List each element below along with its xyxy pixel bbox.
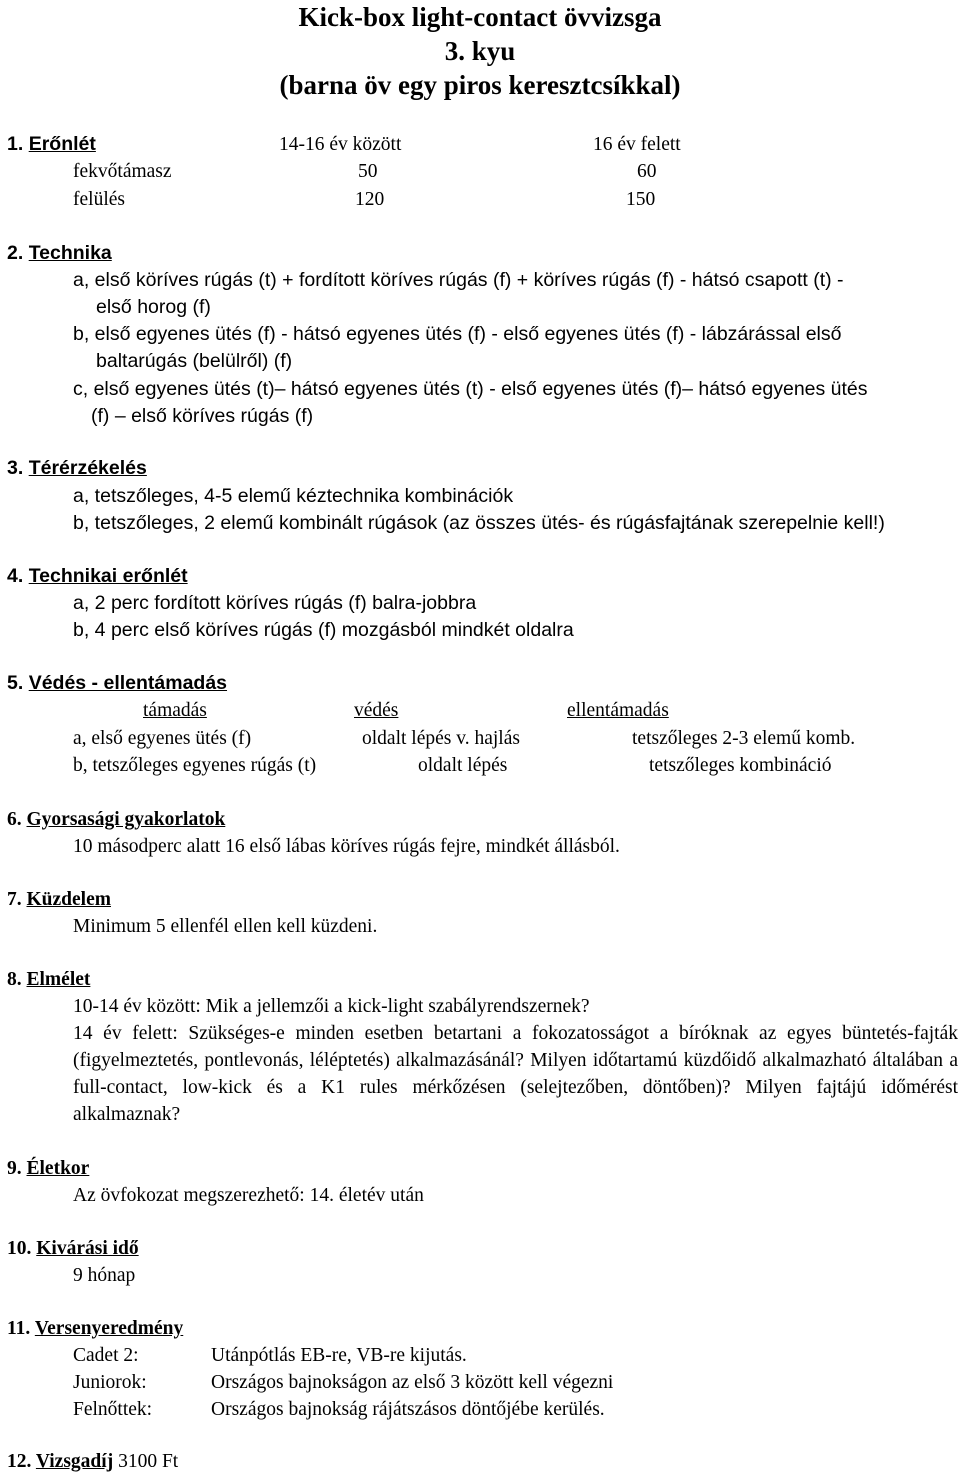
technique-a-line2: első horog (f) [96, 296, 211, 318]
section-label: Védés - ellentámadás [28, 672, 228, 694]
section-number: 7. [7, 889, 22, 910]
exercise-value-b: 150 [626, 189, 656, 210]
technique-b-line1: b, első egyenes ütés (f) - hátsó egyenes ütés (f) - első egyenes ütés (f) - lábzárással első [73, 323, 842, 345]
competition-requirement: Országos bajnokságon az első 3 között kell végezni [211, 1372, 614, 1393]
column-header-defense: védés [354, 700, 399, 721]
competition-category: Cadet 2: [73, 1345, 139, 1366]
section-label: Térérzékelés [28, 457, 147, 479]
section-5-heading [7, 670, 227, 697]
section-12-heading [7, 1448, 178, 1475]
competition-requirement: Országos bajnokság rájátszásos döntőjébe kerülés. [211, 1399, 605, 1420]
section-label: Vizsgadíj [35, 1451, 114, 1472]
section-number: 9. [7, 1158, 22, 1179]
age-requirement-text: Az övfokozat megszerezhető: 14. életév után [73, 1185, 424, 1206]
page-subtitle-belt: (barna öv egy piros keresztcsíkkal) [279, 70, 681, 100]
section-number: 2. [7, 242, 24, 264]
technique-b-line2: baltarúgás (belülről) (f) [96, 350, 293, 372]
technique-c-line2: (f) – első köríves rúgás (f) [91, 405, 314, 427]
exam-fee-value: 3100 Ft [118, 1451, 179, 1472]
competition-requirement: Utánpótlás EB-re, VB-re kijutás. [211, 1345, 467, 1366]
spatial-a: a, tetszőleges, 4-5 elemű kéztechnika kombinációk [73, 485, 514, 507]
section-number: 4. [7, 565, 24, 587]
section-4-heading [7, 563, 188, 590]
section-number: 8. [7, 969, 22, 990]
section-6-heading [7, 806, 225, 833]
competition-category: Felnőttek: [73, 1399, 153, 1420]
column-header-age-14-16: 14-16 év között [279, 134, 402, 155]
exercise-value-a: 50 [358, 161, 378, 182]
competition-category: Juniorok: [73, 1372, 147, 1393]
defense-cell: oldalt lépés v. hajlás [362, 728, 520, 749]
technique-a-line1: a, első köríves rúgás (t) + fordított köríves rúgás (f) + köríves rúgás (f) - hátsó csapott (t) - [73, 269, 844, 291]
exercise-value-a: 120 [355, 189, 385, 210]
page-title: Kick-box light-contact övvizsga [298, 2, 662, 32]
technical-endurance-a: a, 2 perc fordított köríves rúgás (f) balra-jobbra [73, 592, 477, 614]
column-header-counter: ellentámadás [567, 700, 669, 721]
section-number: 1. [7, 133, 24, 155]
defense-cell: oldalt lépés [418, 755, 508, 776]
section-8-heading [7, 966, 90, 993]
section-label: Versenyeredmény [34, 1318, 184, 1339]
column-header-age-16-plus: 16 év felett [593, 134, 681, 155]
attack-cell: a, első egyenes ütés (f) [73, 728, 252, 749]
section-label: Elmélet [26, 969, 91, 990]
section-label: Erőnlét [28, 133, 96, 155]
counter-cell: tetszőleges 2-3 elemű komb. [632, 728, 856, 749]
technical-endurance-b: b, 4 perc első köríves rúgás (f) mozgásból mindkét oldalra [73, 619, 574, 641]
section-number: 5. [7, 672, 24, 694]
section-2-heading [7, 240, 112, 267]
attack-cell: b, tetszőleges egyenes rúgás (t) [73, 755, 317, 776]
exercise-name: fekvőtámasz [73, 161, 172, 182]
section-11-heading [7, 1315, 183, 1342]
section-3-heading [7, 455, 147, 482]
section-number: 3. [7, 457, 24, 479]
section-label: Kivárási idő [36, 1238, 139, 1259]
exercise-value-b: 60 [637, 161, 657, 182]
page-subtitle-kyu: 3. kyu [444, 36, 516, 66]
section-1-heading [7, 131, 96, 158]
theory-question-senior: 14 év felett: Szükséges-e minden esetben betartani a fokozatosságot a bíróknak az egyes büntetés-fajták (figyelmeztetés, pontlevonás, léléptetés) alkalmazásánál? Milyen időtartamú küzdőidő alkalmazható általában a full-contact, low-kick és a K1 rules mérkőzésen (selejtezőben, döntőben)? Milyen fajtájú időmérést alkalmaznak? [73, 1023, 958, 1125]
technique-c-line1: c, első egyenes ütés (t)– hátsó egyenes ütés (t) - első egyenes ütés (f)– hátsó egyenes ütés [73, 378, 868, 400]
speed-exercise-text: 10 másodperc alatt 16 első lábas köríves rúgás fejre, mindkét állásból. [73, 836, 620, 857]
section-label: Életkor [26, 1158, 90, 1179]
sparring-text: Minimum 5 ellenfél ellen kell küzdeni. [73, 916, 378, 937]
section-number: 11. [7, 1318, 31, 1339]
section-label: Gyorsasági gyakorlatok [26, 809, 226, 830]
section-number: 12. [7, 1451, 32, 1472]
theory-question-junior: 10-14 év között: Mik a jellemzői a kick-light szabályrendszernek? [73, 996, 590, 1017]
waiting-time-text: 9 hónap [73, 1265, 136, 1286]
section-9-heading [7, 1155, 89, 1182]
section-label: Technika [28, 242, 112, 264]
counter-cell: tetszőleges kombináció [649, 755, 832, 776]
section-label: Technikai erőnlét [28, 565, 188, 587]
column-header-attack: támadás [143, 700, 207, 721]
spatial-b: b, tetszőleges, 2 elemű kombinált rúgások (az összes ütés- és rúgásfajtának szerepelnie kell!) [73, 512, 885, 534]
section-number: 6. [7, 809, 22, 830]
section-label: Küzdelem [26, 889, 111, 910]
exercise-name: felülés [73, 189, 125, 210]
section-number: 10. [7, 1238, 32, 1259]
section-10-heading [7, 1235, 139, 1262]
section-7-heading [7, 886, 111, 913]
